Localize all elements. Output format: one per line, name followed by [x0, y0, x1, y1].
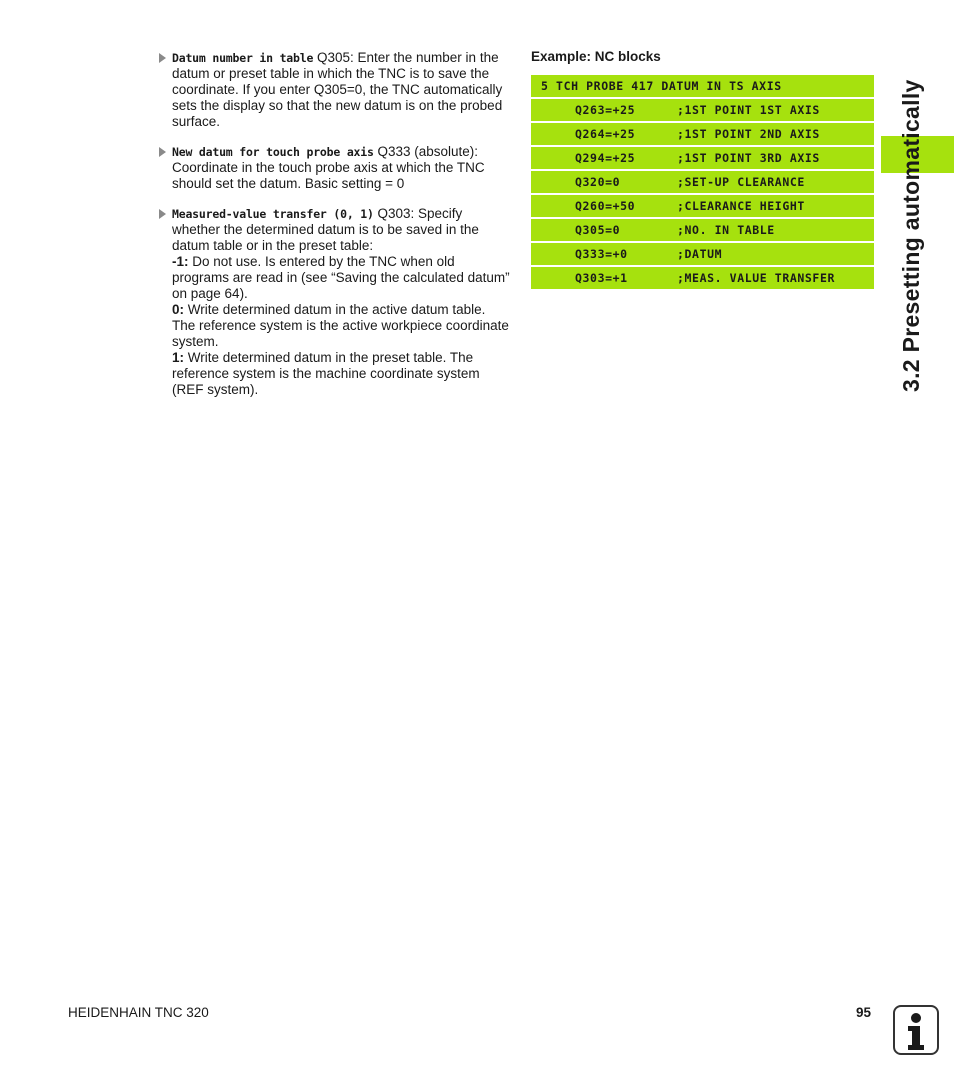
param-new-datum [159, 144, 511, 192]
triangle-bullet-icon [159, 53, 166, 63]
nc-param: Q294=+25 [575, 151, 636, 165]
nc-block-row [531, 243, 874, 265]
param-measured-value-transfer [159, 206, 511, 398]
example-heading: Example: NC blocks [531, 49, 661, 64]
nc-param: Q305=0 [575, 223, 621, 237]
nc-comment: ;CLEARANCE HEIGHT [677, 199, 805, 213]
option-desc: Write determined datum in the preset table. The reference system is the machine coordinate system (REF system). [172, 350, 480, 397]
option-label: 1: [172, 350, 185, 365]
param-code: Datum number in table [172, 51, 314, 65]
nc-comment: ;NO. IN TABLE [677, 223, 775, 237]
nc-param: Q320=0 [575, 175, 621, 189]
option-desc: Do not use. Is entered by the TNC when old programs are read in (see “Saving the calculated datum” on page 64). [172, 254, 510, 301]
nc-comment: ;1ST POINT 1ST AXIS [677, 103, 820, 117]
info-icon [893, 1005, 939, 1055]
option-one [172, 350, 511, 398]
nc-block-row [531, 267, 874, 289]
nc-block-row [531, 219, 874, 241]
triangle-bullet-icon [159, 209, 166, 219]
option-label: 0: [172, 302, 185, 317]
param-desc: Q305: Enter the number in the datum or preset table in which the TNC is to save the coordinate. If you enter Q305=0, the TNC automatically sets the display so that the new datum is on the probed surface. [172, 50, 503, 129]
param-code: Measured-value transfer (0, 1) [172, 207, 374, 221]
nc-param: Q303=+1 [575, 271, 628, 285]
option-minus-one [172, 254, 511, 302]
section-title: 3.2 Presetting automatically [898, 79, 924, 392]
nc-param: Q263=+25 [575, 103, 636, 117]
param-desc: Q303: Specify whether the determined datum is to be saved in the datum table or in the preset table: [172, 206, 479, 253]
parameter-list [159, 50, 511, 412]
nc-param: Q333=+0 [575, 247, 628, 261]
nc-comment: ;DATUM [677, 247, 723, 261]
nc-block-row [531, 123, 874, 145]
nc-param: Q260=+50 [575, 199, 636, 213]
option-zero [172, 302, 511, 350]
nc-example [531, 49, 874, 291]
nc-comment: ;SET-UP CLEARANCE [677, 175, 805, 189]
footer-product: HEIDENHAIN TNC 320 [68, 1005, 209, 1020]
nc-block-row [531, 147, 874, 169]
option-desc: Write determined datum in the active datum table. The reference system is the active workpiece coordinate system. [172, 302, 509, 349]
page-number: 95 [856, 1005, 872, 1020]
param-code: New datum for touch probe axis [172, 145, 374, 159]
nc-block-header: 5 TCH PROBE 417 DATUM IN TS AXIS [531, 75, 874, 97]
triangle-bullet-icon [159, 147, 166, 157]
option-label: -1: [172, 254, 189, 269]
nc-comment: ;1ST POINT 2ND AXIS [677, 127, 820, 141]
nc-block-row [531, 99, 874, 121]
param-desc: Q333 (absolute): Coordinate in the touch probe axis at which the TNC should set the datum. Basic setting = 0 [172, 144, 485, 191]
nc-block-row [531, 195, 874, 217]
nc-block-row [531, 171, 874, 193]
param-datum-number [159, 50, 511, 130]
nc-comment: ;MEAS. VALUE TRANSFER [677, 271, 835, 285]
nc-param: Q264=+25 [575, 127, 636, 141]
nc-comment: ;1ST POINT 3RD AXIS [677, 151, 820, 165]
